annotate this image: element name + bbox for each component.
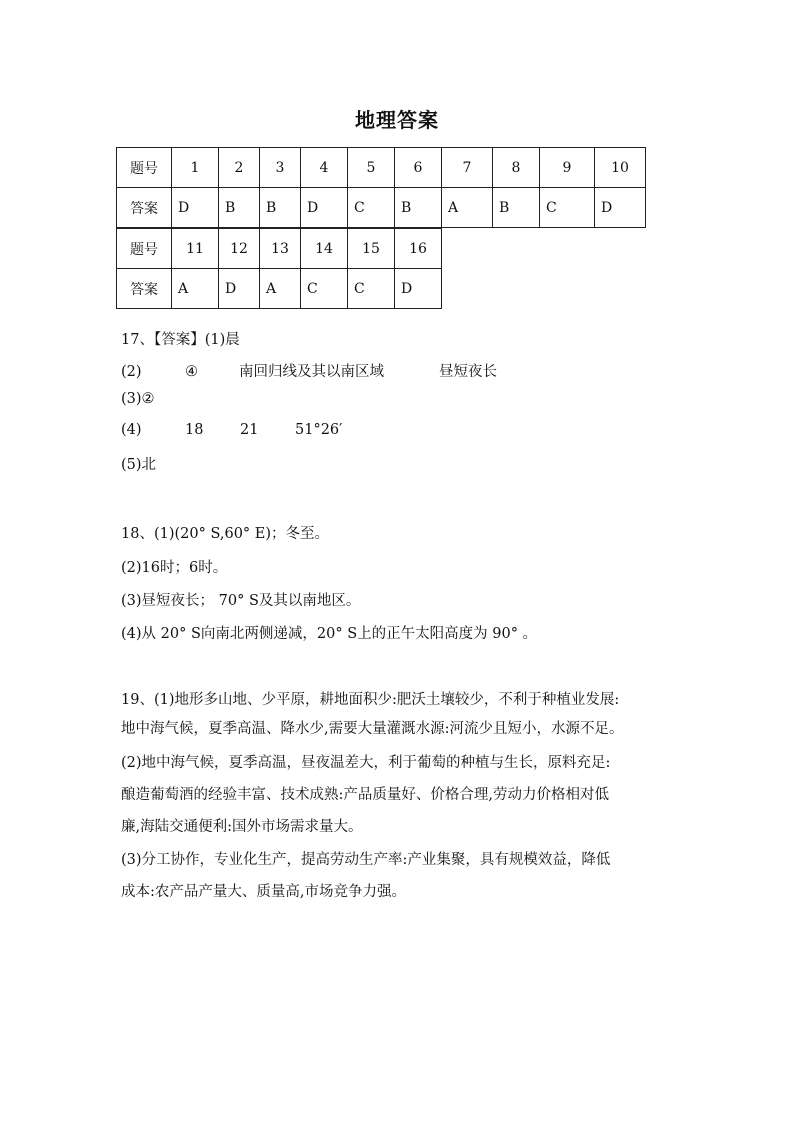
question-number: 15 bbox=[348, 229, 395, 269]
q17-answer: 21 bbox=[240, 422, 259, 438]
answer-cell: D bbox=[395, 269, 442, 309]
q19-line-7: 成本:农产品产量大、质量高,市场竞争力强。 bbox=[121, 884, 406, 900]
q17-line-3: (3)② bbox=[121, 391, 155, 407]
answer-table-1-10 bbox=[116, 147, 646, 228]
question-number: 3 bbox=[260, 148, 301, 188]
q18-line-1: 18、(1)(20° S,60° E)；冬至。 bbox=[121, 526, 330, 542]
q19-line-5: 廉,海陆交通便利:国外市场需求量大。 bbox=[121, 819, 363, 835]
question-number: 1 bbox=[172, 148, 219, 188]
table-row bbox=[117, 229, 442, 269]
answer-cell: A bbox=[442, 188, 493, 228]
question-number: 9 bbox=[540, 148, 595, 188]
question-number: 12 bbox=[219, 229, 260, 269]
question-number: 10 bbox=[595, 148, 646, 188]
row-label: 题号 bbox=[117, 148, 172, 188]
question-number: 13 bbox=[260, 229, 301, 269]
q19-line-4: 酿造葡萄酒的经验丰富、技术成熟:产品质量好、价格合理,劳动力价格相对低 bbox=[121, 787, 609, 803]
question-number: 14 bbox=[301, 229, 348, 269]
question-number: 4 bbox=[301, 148, 348, 188]
q19-line-1: 19、(1)地形多山地、少平原，耕地面积少:肥沃土壤较少，不利于种植业发展: bbox=[121, 692, 620, 708]
q18-line-4: (4)从 20° S向南北两侧递减，20° S上的正午太阳高度为 90° 。 bbox=[121, 626, 538, 642]
q17-answer: 昼短夜长 bbox=[439, 364, 497, 380]
answer-cell: D bbox=[301, 188, 348, 228]
q17-line-4 bbox=[121, 422, 342, 438]
question-number: 11 bbox=[172, 229, 219, 269]
q17-answer: 南回归线及其以南区域 bbox=[239, 364, 384, 380]
table-row bbox=[117, 188, 646, 228]
question-number: 6 bbox=[395, 148, 442, 188]
question-number: 5 bbox=[348, 148, 395, 188]
row-label: 答案 bbox=[117, 188, 172, 228]
q17-line-2 bbox=[121, 360, 497, 381]
answer-cell: A bbox=[260, 269, 301, 309]
q19-line-2: 地中海气候，夏季高温、降水少,需要大量灌溉水源:河流少且短小，水源不足。 bbox=[121, 721, 624, 737]
answer-table-11-16 bbox=[116, 228, 442, 309]
q17-part-label: (2) bbox=[121, 364, 142, 380]
page-title: 地理答案 bbox=[355, 108, 439, 132]
question-number: 2 bbox=[219, 148, 260, 188]
row-label: 答案 bbox=[117, 269, 172, 309]
question-number: 16 bbox=[395, 229, 442, 269]
answer-cell: C bbox=[348, 269, 395, 309]
table-row bbox=[117, 148, 646, 188]
answer-cell: B bbox=[219, 188, 260, 228]
answer-cell: C bbox=[540, 188, 595, 228]
q17-line-1: 17、【答案】(1)晨 bbox=[121, 332, 240, 348]
q17-answer: 51°26′ bbox=[295, 422, 343, 438]
q18-line-2: (2)16时；6时。 bbox=[121, 560, 228, 576]
answer-cell: B bbox=[395, 188, 442, 228]
answer-cell: D bbox=[172, 188, 219, 228]
q17-answer: ④ bbox=[185, 364, 198, 380]
q17-line-5: (5)北 bbox=[121, 457, 157, 473]
question-number: 7 bbox=[442, 148, 493, 188]
answer-cell: B bbox=[260, 188, 301, 228]
q19-line-6: (3)分工协作，专业化生产，提高劳动生产率:产业集聚，具有规模效益，降低 bbox=[121, 852, 611, 868]
q18-line-3: (3)昼短夜长； 70° S及其以南地区。 bbox=[121, 593, 361, 609]
question-number: 8 bbox=[493, 148, 540, 188]
row-label: 题号 bbox=[117, 229, 172, 269]
answer-cell: C bbox=[348, 188, 395, 228]
q19-line-3: (2)地中海气候，夏季高温，昼夜温差大，利于葡萄的种植与生长，原料充足: bbox=[121, 755, 611, 771]
q17-answer: 18 bbox=[185, 422, 204, 438]
answer-cell: A bbox=[172, 269, 219, 309]
answer-cell: B bbox=[493, 188, 540, 228]
q17-part-label: (4) bbox=[121, 422, 142, 438]
answer-cell: D bbox=[595, 188, 646, 228]
answer-cell: D bbox=[219, 269, 260, 309]
answer-cell: C bbox=[301, 269, 348, 309]
table-row bbox=[117, 269, 442, 309]
